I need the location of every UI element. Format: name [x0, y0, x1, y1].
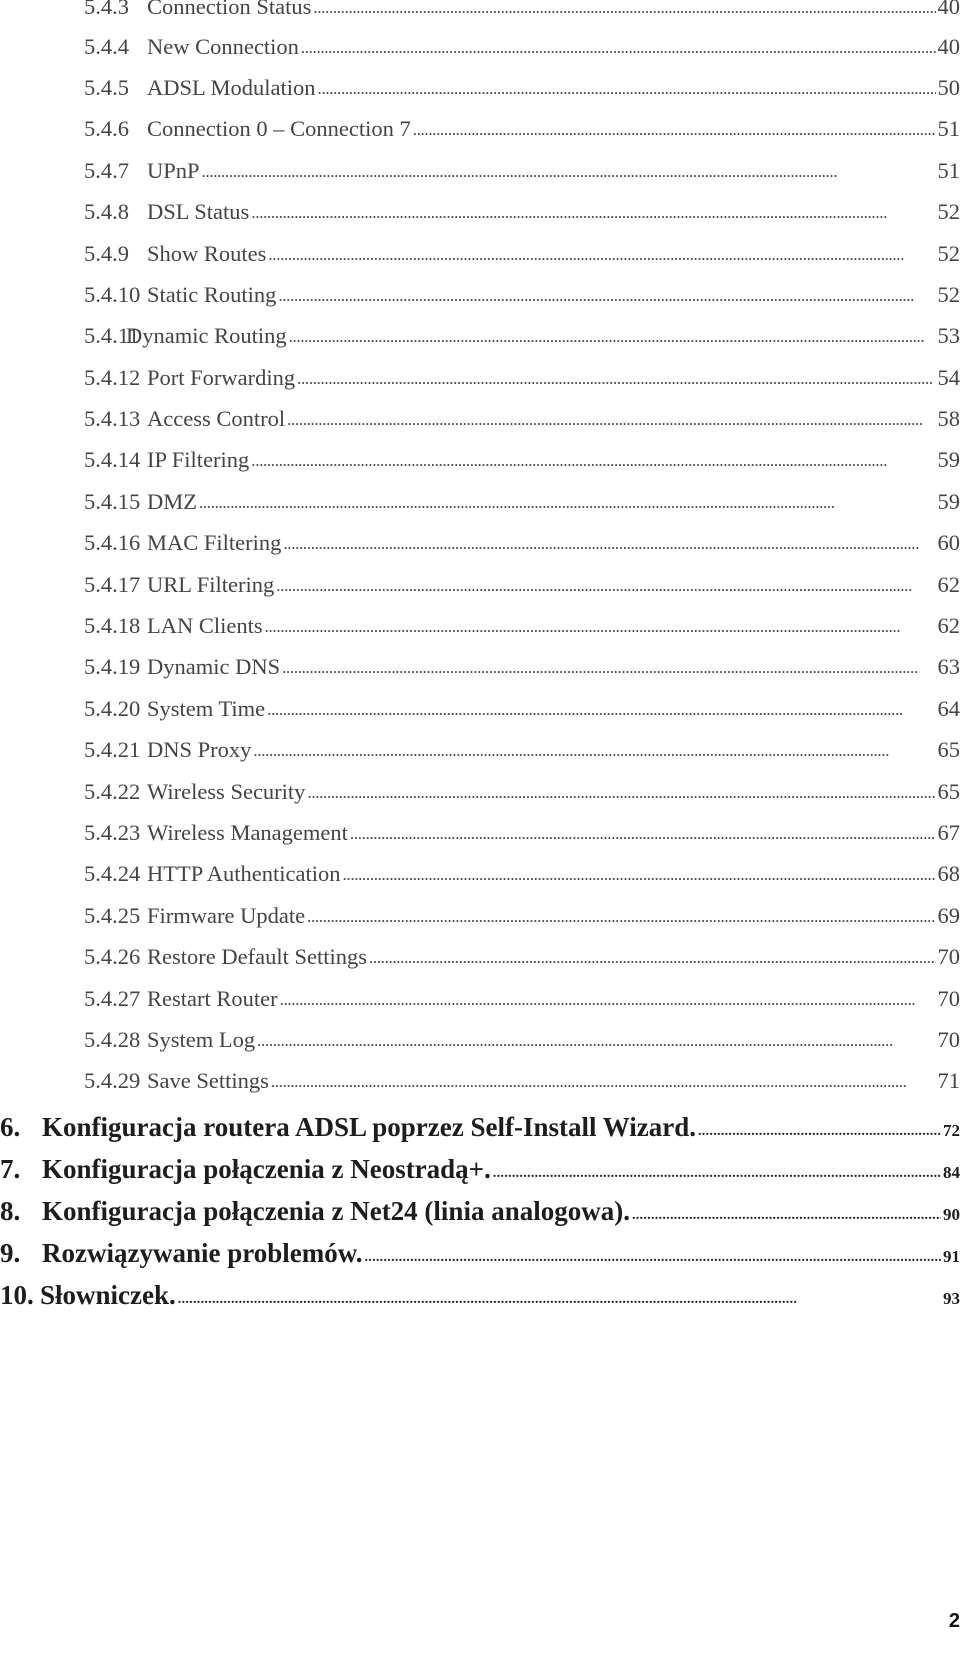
toc-entry-page: 62	[937, 572, 960, 597]
dot-leader	[313, 0, 935, 19]
toc-entry-number: 5.4.26	[84, 944, 141, 969]
toc-chapter[interactable]	[0, 1154, 960, 1194]
toc-entry[interactable]	[84, 1068, 960, 1102]
toc-entry-number: 5.4.6	[84, 116, 129, 141]
toc-entry-number: 5.4.7	[84, 158, 129, 183]
toc-chapter[interactable]	[0, 1196, 960, 1236]
toc-chapter-title: Słowniczek.	[40, 1280, 176, 1310]
toc-entry-page: 63	[937, 654, 960, 679]
toc-entry-title: Static Routing	[147, 282, 277, 307]
toc-entry-number: 5.4.9	[84, 241, 129, 266]
toc-entry-number: 5.4.13	[84, 406, 141, 431]
toc-entry-page: 70	[937, 986, 960, 1011]
toc-chapter-number: 6.	[0, 1112, 21, 1142]
toc-entry-number: 5.4.4	[84, 34, 129, 59]
toc-entry-title: URL Filtering	[147, 572, 275, 597]
toc-chapter-page: 84	[943, 1163, 960, 1182]
dot-leader	[278, 281, 935, 307]
toc-entry-title: Dynamic DNS	[147, 654, 281, 679]
toc-entry-title: Dynamic Routing	[126, 323, 287, 348]
page-number: 2	[948, 1610, 960, 1632]
toc-entry-page: 53	[937, 323, 960, 348]
dot-leader	[369, 943, 936, 969]
toc-entry-number: 5.4.17	[84, 572, 141, 597]
toc-entry[interactable]	[84, 696, 960, 730]
toc-entry[interactable]	[84, 903, 960, 937]
toc-entry[interactable]	[84, 530, 960, 564]
toc-entry-page: 69	[937, 903, 960, 928]
toc-entry-page: 71	[937, 1068, 960, 1093]
dot-leader	[202, 157, 936, 183]
toc-entry-title: DSL Status	[147, 199, 250, 224]
toc-entry-title: Wireless Management	[147, 820, 348, 845]
toc-entry-page: 52	[937, 241, 960, 266]
toc-chapter-page: 72	[943, 1121, 960, 1140]
dot-leader	[301, 33, 936, 59]
toc-entry[interactable]	[84, 489, 960, 523]
toc-entry-page: 40	[937, 0, 960, 19]
toc-entry-page: 52	[937, 282, 960, 307]
dot-leader	[493, 1153, 941, 1184]
toc-entry-page: 70	[937, 944, 960, 969]
toc-entry-page: 64	[937, 696, 960, 721]
dot-leader	[251, 446, 935, 472]
dot-leader	[253, 736, 935, 762]
toc-entry-page: 51	[937, 158, 960, 183]
dot-leader	[282, 653, 935, 679]
dot-leader	[287, 405, 935, 431]
toc-entry[interactable]	[84, 282, 960, 316]
dot-leader	[307, 778, 935, 804]
dot-leader	[318, 74, 936, 100]
dot-leader	[267, 695, 935, 721]
toc-entry[interactable]	[84, 199, 960, 233]
toc-entry[interactable]	[84, 944, 960, 978]
dot-leader	[297, 364, 935, 390]
toc-chapter[interactable]	[0, 1112, 960, 1152]
toc-entry-number: 5.4.28	[84, 1027, 141, 1052]
dot-leader	[265, 612, 936, 638]
toc-chapter[interactable]	[0, 1238, 960, 1278]
toc-chapter-page: 93	[943, 1289, 960, 1308]
toc-entry-number: 5.4.12	[84, 365, 141, 390]
dot-leader	[413, 115, 936, 141]
toc-chapter-number: 9.	[0, 1238, 21, 1268]
dot-leader	[268, 240, 935, 266]
toc-entry-page: 54	[937, 365, 960, 390]
dot-leader	[280, 985, 936, 1011]
dot-leader	[271, 1067, 936, 1093]
toc-entry-title: Wireless Security	[147, 779, 306, 804]
toc-chapter-title: Konfiguracja połączenia z Neostradą+.	[42, 1154, 491, 1184]
dot-leader	[698, 1111, 941, 1142]
toc-entry[interactable]	[84, 613, 960, 647]
toc-entry[interactable]	[84, 158, 960, 192]
toc-entry-number: 5.4.22	[84, 779, 141, 804]
toc-chapter-page: 90	[943, 1205, 960, 1224]
toc-entry-page: 58	[937, 406, 960, 431]
toc-entry-number: 5.4.24	[84, 861, 141, 886]
dot-leader	[251, 198, 935, 224]
toc-chapter-title: Konfiguracja routera ADSL poprzez Self-Install Wizard.	[42, 1112, 696, 1142]
toc-entry-page: 59	[937, 447, 960, 472]
toc-entry-title: MAC Filtering	[147, 530, 282, 555]
toc-entry-title: HTTP Authentication	[147, 861, 341, 886]
toc-entry-page: 52	[937, 199, 960, 224]
toc-entry-number: 5.4.14	[84, 447, 141, 472]
toc-entry[interactable]	[84, 241, 960, 275]
toc-chapter-number: 7.	[0, 1154, 21, 1184]
dot-leader	[178, 1279, 941, 1310]
toc-entry-title: UPnP	[147, 158, 200, 183]
toc-entry[interactable]	[84, 986, 960, 1020]
toc-entry-number: 5.4.21	[84, 737, 141, 762]
toc-entry-number: 5.4.29	[84, 1068, 141, 1093]
toc-entry-title: Restore Default Settings	[147, 944, 367, 969]
toc-entry-page: 65	[937, 737, 960, 762]
toc-entry-number: 5.4.23	[84, 820, 141, 845]
toc-entry-page: 65	[937, 779, 960, 804]
toc-chapter-number: 10.	[0, 1280, 34, 1310]
toc-entry-number: 5.4.27	[84, 986, 141, 1011]
dot-leader	[283, 529, 935, 555]
toc-entry-page: 40	[937, 34, 960, 59]
toc-entry-title: ADSL Modulation	[147, 75, 316, 100]
toc-entry-title: Port Forwarding	[147, 365, 296, 390]
toc-entry[interactable]	[84, 737, 960, 771]
toc-entry[interactable]	[84, 861, 960, 895]
toc-entry[interactable]	[84, 447, 960, 481]
toc-entry[interactable]	[84, 116, 960, 150]
toc-entry-title: DMZ	[147, 489, 197, 514]
dot-leader	[199, 488, 936, 514]
toc-entry[interactable]	[84, 1027, 960, 1061]
toc-entry-title: Show Routes	[147, 241, 267, 266]
toc-entry-title: Firmware Update	[147, 903, 306, 928]
toc-entry-title: DNS Proxy	[147, 737, 252, 762]
dot-leader	[289, 322, 936, 348]
toc-chapter-title: Konfiguracja połączenia z Net24 (linia analogowa).	[42, 1196, 630, 1226]
toc-entry-page: 67	[937, 820, 960, 845]
toc-entry-title: System Log	[147, 1027, 256, 1052]
toc-chapter-number: 8.	[0, 1196, 21, 1226]
toc-chapter-page: 91	[943, 1247, 960, 1266]
toc-entry-title: Access Control	[147, 406, 286, 431]
toc-entry-number: 5.4.18	[84, 613, 141, 638]
toc-entry-page: 59	[937, 489, 960, 514]
toc-entry-number: 5.4.11	[84, 323, 140, 348]
toc-entry-title: Connection Status	[147, 0, 312, 19]
toc-entry[interactable]	[84, 365, 960, 399]
toc-entry-page: 51	[937, 116, 960, 141]
toc-entry-page: 70	[937, 1027, 960, 1052]
toc-chapter[interactable]	[0, 1280, 960, 1320]
toc-entry-page: 60	[937, 530, 960, 555]
toc-entry-number: 5.4.3	[84, 0, 129, 19]
toc-entry-number: 5.4.8	[84, 199, 129, 224]
toc-entry[interactable]	[84, 34, 960, 68]
toc-entry-page: 50	[937, 75, 960, 100]
toc-entry-number: 5.4.10	[84, 282, 141, 307]
toc-entry-title: Save Settings	[147, 1068, 269, 1093]
dot-leader	[257, 1026, 935, 1052]
toc-entry-title: Restart Router	[147, 986, 278, 1011]
toc-chapter-title: Rozwiązywanie problemów.	[42, 1238, 363, 1268]
dot-leader	[307, 902, 935, 928]
toc-entry-title: System Time	[147, 696, 266, 721]
dot-leader	[632, 1195, 941, 1226]
toc-entry[interactable]	[84, 0, 960, 28]
toc-entry[interactable]	[84, 406, 960, 440]
toc-entry-number: 5.4.20	[84, 696, 141, 721]
toc-entry[interactable]	[84, 779, 960, 813]
toc-entry[interactable]	[84, 820, 960, 854]
dot-leader	[276, 571, 935, 597]
dot-leader	[350, 819, 936, 845]
toc-entry-title: LAN Clients	[147, 613, 263, 638]
toc-entry-title: IP Filtering	[147, 447, 250, 472]
toc-entry-page: 62	[937, 613, 960, 638]
toc-entry-page: 68	[937, 861, 960, 886]
dot-leader	[364, 1237, 941, 1268]
toc-entry-number: 5.4.25	[84, 903, 141, 928]
toc-entry-title: New Connection	[147, 34, 299, 59]
toc-entry-number: 5.4.15	[84, 489, 141, 514]
toc-entry[interactable]	[84, 654, 960, 688]
toc-entry[interactable]	[84, 572, 960, 606]
toc-entry-number: 5.4.16	[84, 530, 141, 555]
toc-entry[interactable]	[84, 323, 960, 357]
toc-entry[interactable]	[84, 75, 960, 109]
dot-leader	[343, 860, 936, 886]
toc-entry-title: Connection 0 – Connection 7	[147, 116, 411, 141]
toc-entry-number: 5.4.19	[84, 654, 141, 679]
toc-entry-number: 5.4.5	[84, 75, 129, 100]
